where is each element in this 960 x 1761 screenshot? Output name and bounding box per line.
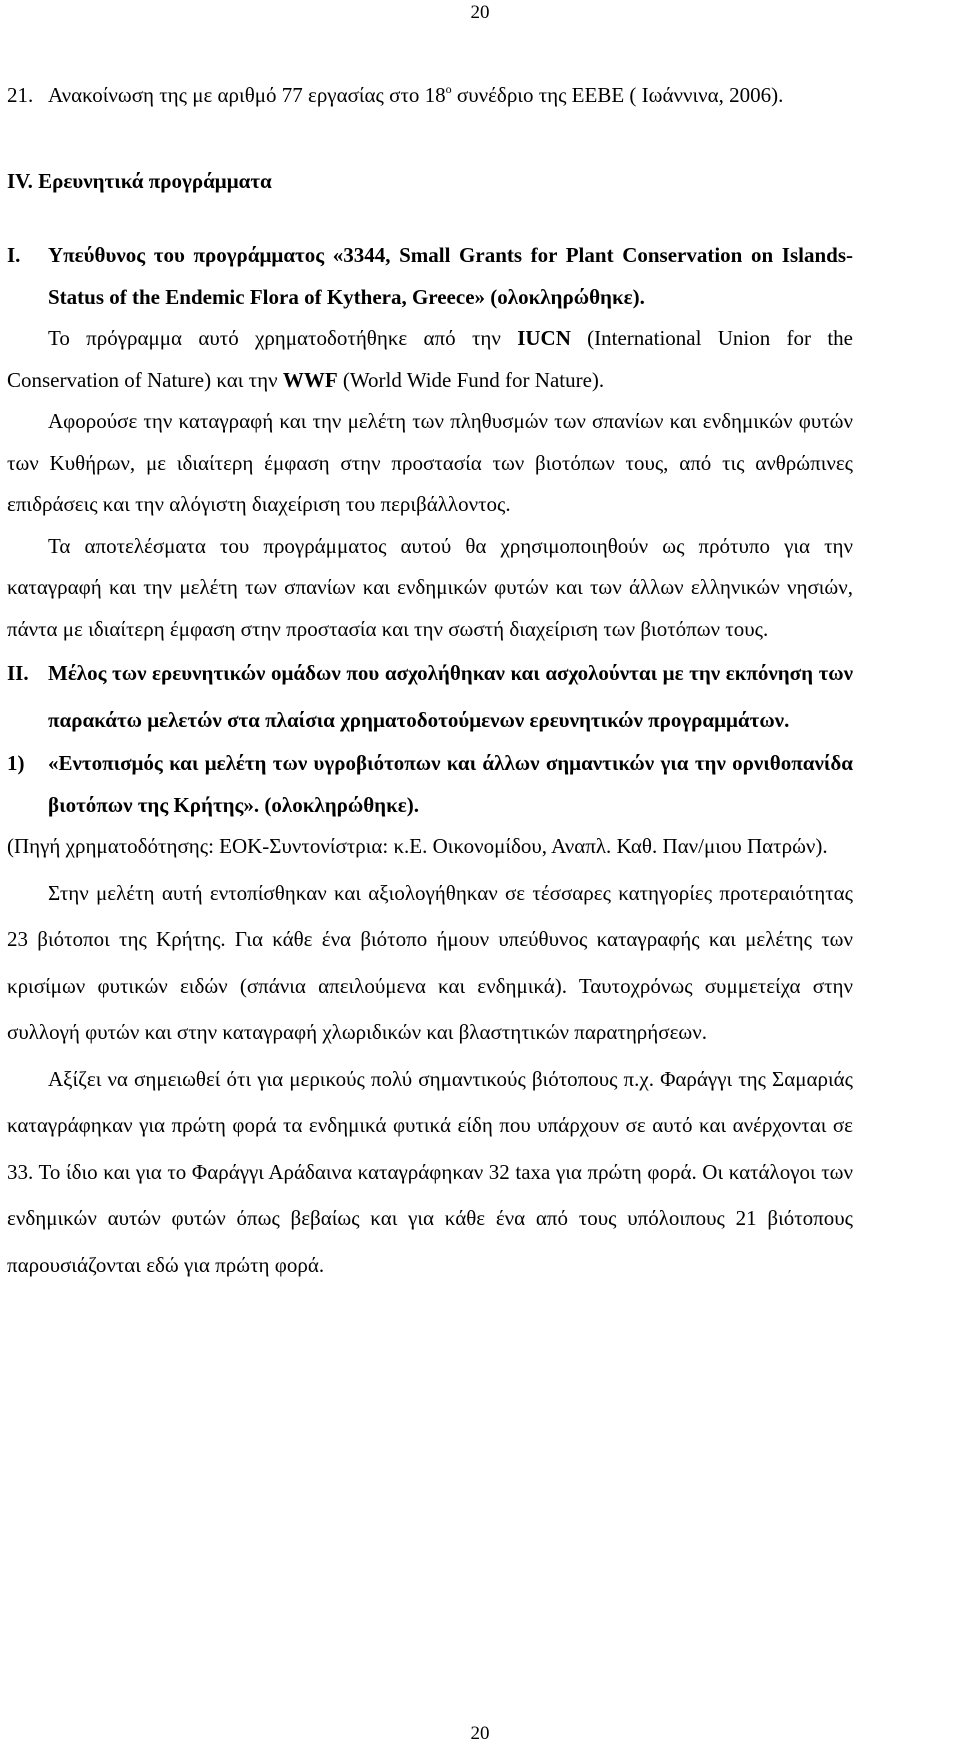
item-21: [7, 75, 853, 117]
item-21-text: Ανακοίνωση της με αριθμό 77 εργασίας στο 18: [48, 83, 446, 107]
section-ii-heading: [7, 650, 853, 743]
program-i-paragraph-2: Αφορούσε την καταγραφή και την μελέτη των πληθυσμών των σπανίων και ενδημικών φυτών των Κυθήρων, με ιδιαίτερη έμφαση στην προστασία των βιοτόπων τους, από τις ανθρώπινες επιδράσεις και την αλόγιστη διαχείριση του περιβάλλοντος.: [7, 409, 853, 516]
item-21-number: 21.: [7, 83, 34, 107]
program-i-paragraph-1: [7, 318, 853, 401]
program-i-title-text: Υπεύθυνος του προγράμματος «3344, Small Grants for Plant Conservation on Islands-Status of the Endemic Flora of Kythera, Greece» (ολοκληρώθηκε).: [48, 243, 853, 309]
section-iv-heading: IV. Ερευνητικά προγράμματα: [7, 168, 272, 193]
program-i-title: [7, 235, 853, 318]
page-number-bottom: 20: [470, 1723, 490, 1744]
study-1-number: 1): [7, 751, 25, 775]
p1-text-a: Το πρόγραμμα αυτό χρηματοδοτήθηκε από την: [48, 326, 518, 350]
document-body: [7, 75, 853, 1288]
study-1-title-text: «Εντοπισμός και μελέτη των υγροβιότοπων και άλλων σημαντικών για την ορνιθοπανίδα βιοτόπων της Κρήτης». (ολοκληρώθηκε).: [48, 751, 853, 817]
page-number-top: 20: [470, 2, 490, 23]
p1-text-c: (World Wide Fund for Nature).: [337, 367, 605, 392]
section-ii-heading-text: Μέλος των ερευνητικών ομάδων που ασχολήθηκαν και ασχολούνται με την εκπόνηση των παρακάτω μελετών στα πλαίσια χρηματοδοτούμενων ερευνητικών προγραμμάτων.: [48, 661, 853, 732]
study-1-paragraph-2: Αξίζει να σημειωθεί ότι για μερικούς πολύ σημαντικούς βιότοπους π.χ. Φαράγγι της Σαμαριάς καταγράφηκαν για πρώτη φορά τα ενδημικά φυτικά είδη που υπάρχουν σε αυτό και ανέρχονται σε 33. Το ίδιο και για το Φαράγγι Αράδαινα καταγράφηκαν 32 taxa για πρώτη φορά. Οι κατάλογοι των ενδημικών αυτών φυτών όπως βεβαίως και για κάθε ένα από τους υπόλοιπους 21 βιότοπους παρουσιάζονται εδώ για πρώτη φορά.: [7, 1066, 853, 1277]
program-i-paragraph-3: Τα αποτελέσματα του προγράμματος αυτού θα χρησιμοποιηθούν ως πρότυπο για την καταγραφή και την μελέτη των σπανίων και ενδημικών φυτών και των άλλων ελληνικών νησιών, πάντα με ιδιαίτερη έμφαση στην προστασία και την σωστή διαχείριση των βιοτόπων τους.: [7, 533, 853, 641]
iucn-acronym: IUCN: [517, 326, 571, 350]
item-21-text-end: συνέδριο της ΕΕΒΕ ( Ιωάννινα, 2006).: [451, 83, 784, 107]
study-1-funding: (Πηγή χρηματοδότησης: ΕΟΚ-Συντονίστρια: κ.Ε. Οικονομίδου, Αναπλ. Καθ. Παν/μιου Πατρών).: [7, 834, 828, 858]
study-1-title: [7, 743, 853, 826]
p1-text-b: (International Union for the Conservation of Nature) και την: [7, 326, 853, 392]
program-i-number: I.: [7, 243, 21, 267]
section-ii-number: II.: [7, 661, 29, 685]
study-1-paragraph-1: Στην μελέτη αυτή εντοπίσθηκαν και αξιολογήθηκαν σε τέσσαρες κατηγορίες προτεραιότητας 23 βιότοποι της Κρήτης. Για κάθε ένα βιότοπο ήμουν υπεύθυνος καταγραφής και μελέτης των κρισίμων φυτικών ειδών (σπάνια απειλούμενα και ενδημικά). Ταυτοχρόνως συμμετείχα στην συλλογή φυτών και στην καταγραφή χλωριδικών και βλαστητικών παρατηρήσεων.: [7, 880, 853, 1044]
wwf-acronym: WWF: [282, 367, 338, 392]
item-21-superscript: ο: [445, 82, 452, 96]
